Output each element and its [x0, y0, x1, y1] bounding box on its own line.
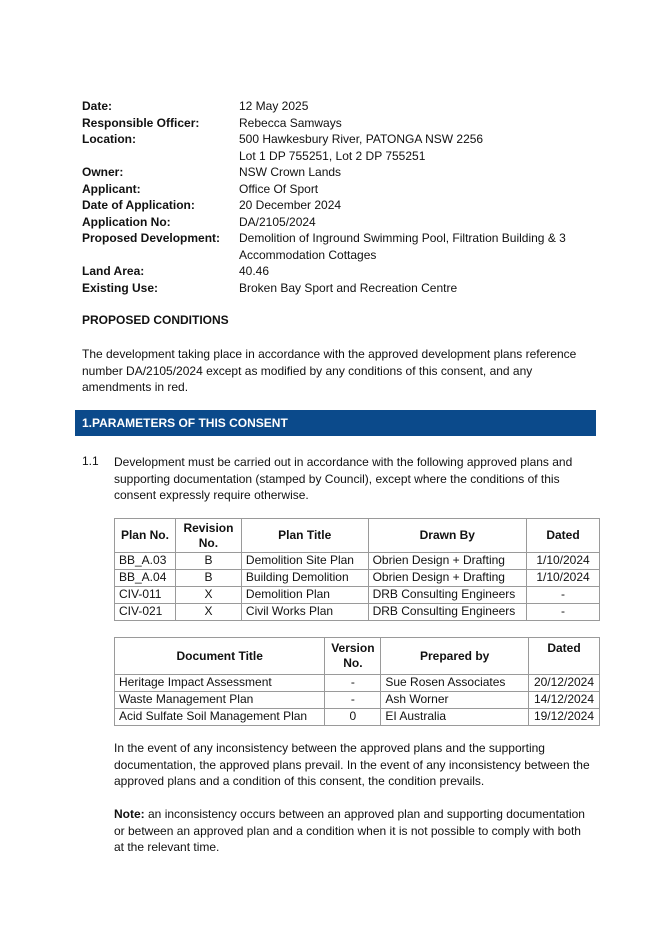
note-paragraph — [114, 806, 592, 856]
table-cell: 1/10/2024 — [527, 553, 600, 570]
table-header-row — [115, 638, 600, 675]
table-cell: CIV-021 — [115, 604, 176, 621]
section-heading-bar: 1.PARAMETERS OF THIS CONSENT — [75, 410, 596, 436]
detail-row-lot — [82, 148, 612, 165]
detail-row-responsible-officer — [82, 115, 612, 132]
detail-label: Location: — [82, 132, 136, 146]
table-cell: 1/10/2024 — [527, 570, 600, 587]
table-row — [115, 604, 600, 621]
approved-plans-table — [114, 518, 600, 621]
detail-row-location — [82, 131, 612, 148]
table-cell: - — [325, 692, 381, 709]
detail-label: Date: — [82, 99, 113, 113]
table-cell: Heritage Impact Assessment — [115, 675, 325, 692]
supporting-documents-table — [114, 637, 600, 726]
detail-value: Rebecca Samways — [239, 115, 342, 130]
table-cell: Building Demolition — [241, 570, 368, 587]
detail-row-land-area — [82, 263, 612, 280]
column-header: Dated — [528, 638, 599, 675]
detail-row-existing-use — [82, 280, 612, 297]
clause-number: 1.1 — [82, 454, 99, 468]
table-cell: Acid Sulfate Soil Management Plan — [115, 709, 325, 726]
detail-label: Existing Use: — [82, 280, 159, 295]
table-cell: - — [527, 604, 600, 621]
table-cell: 0 — [325, 709, 381, 726]
detail-value: 500 Hawkesbury River, PATONGA NSW 2256 — [239, 132, 484, 146]
clause-text: Development must be carried out in accordance with the following approved plans and supporting documentation (stamped by Council), except where the conditions of this consent expressly require otherwise. — [114, 455, 573, 502]
detail-row-owner — [82, 164, 612, 181]
table-cell: Obrien Design + Drafting — [368, 570, 526, 587]
table-cell: B — [175, 553, 241, 570]
table-cell: Civil Works Plan — [241, 604, 368, 621]
detail-label: Applicant: — [82, 181, 141, 196]
table-cell: X — [175, 604, 241, 621]
proposed-conditions-heading: PROPOSED CONDITIONS — [82, 313, 229, 327]
table-cell: 19/12/2024 — [528, 709, 599, 726]
note-label: Note: — [114, 807, 145, 821]
table-row — [115, 570, 600, 587]
detail-label — [82, 148, 239, 165]
table-cell: Demolition Plan — [241, 587, 368, 604]
detail-value: NSW Crown Lands — [239, 165, 342, 179]
column-header: Version No. — [325, 638, 381, 675]
table-cell: - — [325, 675, 381, 692]
detail-label: Application No: — [82, 214, 171, 229]
table-row — [115, 675, 600, 692]
detail-label: Proposed Development: — [82, 231, 221, 245]
detail-label: Responsible Officer: — [82, 115, 200, 130]
column-header: Drawn By — [368, 519, 526, 553]
detail-row-application-no — [82, 214, 612, 231]
table-cell: 14/12/2024 — [528, 692, 599, 709]
detail-value: DA/2105/2024 — [239, 214, 316, 229]
table-cell: Waste Management Plan — [115, 692, 325, 709]
table-cell: BB_A.03 — [115, 553, 176, 570]
table-row — [115, 587, 600, 604]
table-row — [115, 553, 600, 570]
detail-value: 12 May 2025 — [239, 99, 309, 113]
column-header: Prepared by — [381, 638, 529, 675]
detail-value: 40.46 — [239, 264, 270, 278]
detail-row-date — [82, 98, 612, 115]
table-cell: CIV-011 — [115, 587, 176, 604]
inconsistency-paragraph: In the event of any inconsistency between the approved plans and the supporting documentation, the approved plans prevail. In the event of any inconsistency between the approved plans and a condition of this consent, the condition prevails. — [114, 741, 590, 788]
table-row — [115, 692, 600, 709]
column-header: Document Title — [115, 638, 325, 675]
detail-label: Date of Application: — [82, 198, 195, 212]
detail-value: Office Of Sport — [239, 181, 319, 196]
table-cell: - — [527, 587, 600, 604]
table-cell: BB_A.04 — [115, 570, 176, 587]
table-header-row — [115, 519, 600, 553]
table-cell: EI Australia — [381, 709, 529, 726]
column-header: Plan No. — [115, 519, 176, 553]
detail-value: Broken Bay Sport and Recreation Centre — [239, 280, 458, 295]
detail-value: Demolition of Inground Swimming Pool, Filtration Building & 3 Accommodation Cottages — [239, 231, 566, 262]
table-cell: X — [175, 587, 241, 604]
table-cell: Sue Rosen Associates — [381, 675, 529, 692]
table-cell: DRB Consulting Engineers — [368, 604, 526, 621]
table-cell: Obrien Design + Drafting — [368, 553, 526, 570]
detail-row-proposed-development — [82, 230, 612, 263]
intro-paragraph: The development taking place in accordance with the approved development plans reference number DA/2105/2024 except as modified by any conditions of this consent, and any amendments in red. — [82, 347, 577, 394]
detail-value: Lot 1 DP 755251, Lot 2 DP 755251 — [239, 148, 426, 163]
detail-row-applicant — [82, 181, 612, 198]
detail-label: Owner: — [82, 165, 124, 179]
column-header: Revision No. — [175, 519, 241, 553]
column-header: Plan Title — [241, 519, 368, 553]
detail-value: 20 December 2024 — [239, 198, 342, 212]
table-cell: B — [175, 570, 241, 587]
detail-row-date-of-application — [82, 197, 612, 214]
table-row — [115, 709, 600, 726]
application-details — [82, 98, 612, 296]
table-cell: Ash Worner — [381, 692, 529, 709]
detail-label: Land Area: — [82, 264, 145, 278]
table-cell: Demolition Site Plan — [241, 553, 368, 570]
note-text: an inconsistency occurs between an approved plan and supporting documentation or between an approved plan and a condition when it is not possible to comply with both at the relevant time. — [114, 807, 585, 854]
table-cell: DRB Consulting Engineers — [368, 587, 526, 604]
table-cell: 20/12/2024 — [528, 675, 599, 692]
column-header: Dated — [527, 519, 600, 553]
